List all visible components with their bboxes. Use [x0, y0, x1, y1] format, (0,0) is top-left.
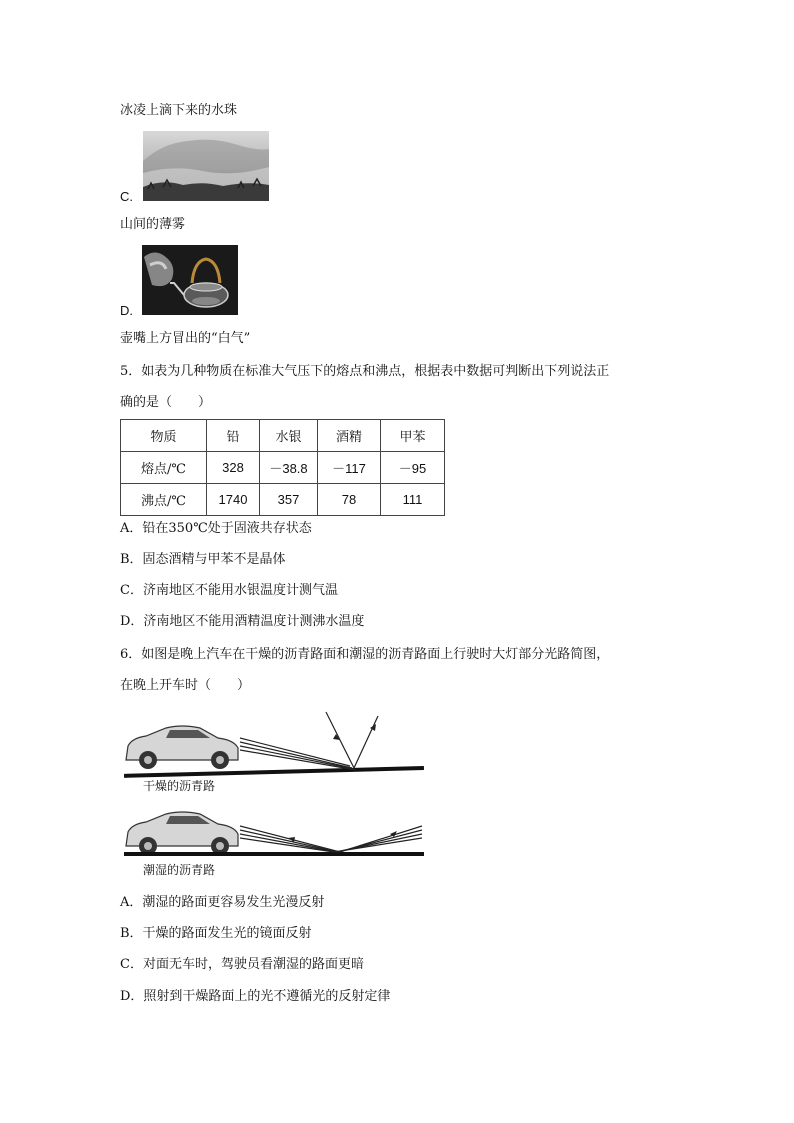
teapot-steam-image — [142, 245, 238, 315]
wet-road-diagram — [122, 806, 428, 866]
table-header-cell: 水银 — [260, 420, 318, 452]
q6-stem-line1: 6．如图是晚上汽车在干燥的沥青路面和潮湿的沥青路面上行驶时大灯部分光路简图， — [120, 647, 610, 662]
table-cell: －117 — [318, 452, 381, 484]
option-b-caption: 冰凌上滴下来的水珠 — [120, 103, 238, 118]
q5-stem-line1: 5．如表为几种物质在标准大气压下的熔点和沸点，根据表中数据可判断出下列说法正 — [120, 364, 610, 379]
q5-option-a: A．铅在350℃处于固液共存状态 — [120, 521, 312, 536]
table-cell: 357 — [260, 484, 318, 516]
car-icon — [126, 726, 238, 769]
dry-road-label: 干燥的沥青路 — [143, 779, 216, 793]
q5-stem-line2: 确的是（ ） — [120, 395, 212, 410]
table-header-cell: 甲苯 — [381, 420, 445, 452]
q5-option-b: B．固态酒精与甲苯不是晶体 — [120, 552, 286, 567]
option-c-letter: C. — [120, 189, 133, 204]
misty-mountain-image — [143, 131, 269, 201]
table-cell: 1740 — [207, 484, 260, 516]
option-d-letter: D. — [120, 303, 133, 318]
table-cell: 111 — [381, 484, 445, 516]
table-cell: 328 — [207, 452, 260, 484]
table-header-row — [121, 420, 445, 452]
q6-option-b: B．干燥的路面发生光的镜面反射 — [120, 926, 312, 941]
car-icon — [126, 812, 238, 855]
table-cell: －95 — [381, 452, 445, 484]
table-row — [121, 484, 445, 516]
q5-option-c: C．济南地区不能用水银温度计测气温 — [120, 583, 338, 598]
wet-road-label: 潮湿的沥青路 — [143, 863, 216, 877]
table-header-cell: 酒精 — [318, 420, 381, 452]
table-cell: 78 — [318, 484, 381, 516]
dry-road-diagram — [122, 708, 428, 788]
table-cell: 沸点/℃ — [121, 484, 207, 516]
table-row — [121, 452, 445, 484]
table-header-cell: 物质 — [121, 420, 207, 452]
q6-option-a: A．潮湿的路面更容易发生光漫反射 — [120, 895, 325, 910]
q5-option-d: D．济南地区不能用酒精温度计测沸水温度 — [120, 614, 365, 629]
q6-stem-line2: 在晚上开车时（ ） — [120, 678, 251, 693]
option-c-caption: 山间的薄雾 — [120, 217, 186, 232]
option-d-caption: 壶嘴上方冒出的“白气” — [120, 331, 251, 346]
melting-boiling-table — [120, 419, 445, 516]
table-header-cell: 铅 — [207, 420, 260, 452]
q6-option-d: D．照射到干燥路面上的光不遵循光的反射定律 — [120, 989, 391, 1004]
q6-option-c: C．对面无车时，驾驶员看潮湿的路面更暗 — [120, 957, 364, 972]
table-cell: －38.8 — [260, 452, 318, 484]
table-cell: 熔点/℃ — [121, 452, 207, 484]
